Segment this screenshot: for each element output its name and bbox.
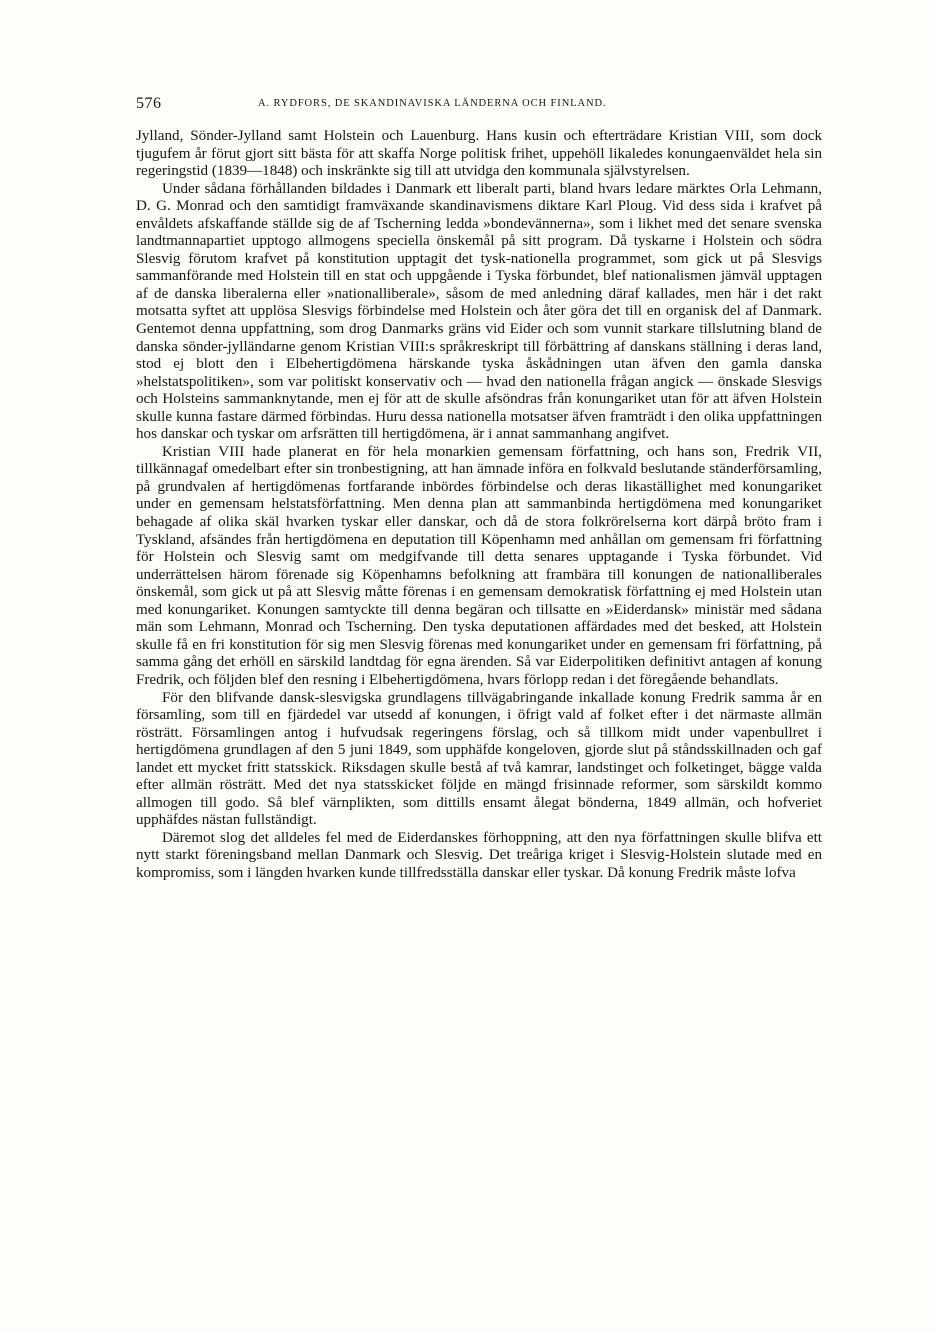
page-number: 576 (136, 95, 162, 112)
body-text (136, 128, 822, 883)
paragraph-constitution-1849: För den blifvande dansk-slesvigska grundlagens tillvägabringande inkallade konung Fredrik samma år en församling, som till en fjärdedel var utsedd af konungen, i öfrigt vald af folket efter i det närmaste allmän rösträtt. Församlingen antog i hufvudsak regeringens förslag, och så tillkom midt under vapenbullret i hertigdömena grundlagen af den 5 juni 1849, som upphäfde kongeloven, gjorde slut på ståndsskillnaden och gaf landet ett mycket fritt statsskick. Riksdagen skulle bestå af två kamrar, landstinget och folketinget, bägge valda efter allmän rösträtt. Med det nya statsskicket följde en mängd frisinnade reformer, som särskildt kommo allmogen till godo. Så blef värnplikten, som dittills ensamt ålegat bönderna, 1849 allmän, och hofveriet upphäfdes nästan fullständigt. (136, 689, 822, 829)
running-header (136, 94, 822, 114)
paragraph-eiderdanes: Däremot slog det alldeles fel med de Eiderdanskes förhoppning, att den nya författningen skulle blifva ett nytt starkt föreningsband mellan Danmark och Slesvig. Det treåriga kriget i Slesvig-Holstein slutade med en kompromiss, som i längden hvarken kunde tillfredsställa danskar eller tyskar. Då konung Fredrik måste lofva (136, 829, 822, 881)
running-title: A. RYDFORS, DE SKANDINAVISKA LÄNDERNA OCH FINLAND. (258, 98, 607, 109)
paragraph-kristian-viii: Kristian VIII hade planerat en för hela monarkien gemensam författning, och hans son, Fredrik VII, tillkännagaf omedelbart efter sin tronbestigning, att han ämnade införa en folkvald beslutande ständerförsamling, på grundvalen af hertigdömenas fortfarande inbördes förbindelse och deras likaställighet med konungariket under en gemensam helstatsförfattning. Men denna plan att sammanbinda hertigdömena med konungariket behagade af olika skäl hvarken tyskar eller danskar, och då de stora folkrörelserna kort därpå bröto fram i Tyskland, afsändes från hertigdömena en deputation till Köpenhamn med anhållan om gemensam fri författning för Holstein och Slesvig samt om medgifvande till detta senares upptagande i Tyska förbundet. Vid underrättelsen härom förenade sig Köpenhamns befolkning att frambära till konungen de nationalliberales önskemål, som gick ut på att Slesvig måtte förenas i en gemensam demokratisk författning ej med Holstein utan med konungariket. Konungen samtyckte till denna begäran och tillsatte en »Eiderdansk» ministär med sådana män som Lehmann, Monrad och Tscherning. Den tyska deputationen affärdades med det besked, att Holstein skulle få en fri konstitution för sig men Slesvig förenas med konungariket under en gemensam fri författning, på samma gång det erhöll en särskild landtdag för egna ärenden. Så var Eiderpolitiken definitivt antagen af konung Fredrik, och följden blef den resning i Elbehertigdömena, hvars förlopp redan i det föregående behandlats. (136, 443, 822, 688)
paragraph-continued: Jylland, Sönder-Jylland samt Holstein och Lauenburg. Hans kusin och efterträdare Kristian VIII, som dock tjugufem år förut gjort sitt bästa för att skaffa Norge politisk frihet, uppehöll likaledes konungaenväldet hela sin regeringstid (1839—1848) och inskränkte sig till att utvidga den kommunala självstyrelsen. (136, 128, 822, 180)
paragraph-liberal-party: Under sådana förhållanden bildades i Danmark ett liberalt parti, bland hvars ledare märktes Orla Lehmann, D. G. Monrad och den samtidigt framväxande skandinavismens diktare Karl Ploug. Vid dess sida i krafvet på envåldets afskaffande ställde sig de af Tscherning ledda »bondevännerna», som i likhet med det senare svenska landtmannapartiet upptogo allmogens speciella önskemål på sitt program. Då tyskarne i Holstein och södra Slesvig förutom krafvet på konstitution upptagit det tysk-nationella programmet, som gick ut på Slesvigs sammanförande med Holstein till en stat och uppgående i Tyska förbundet, blef nationalismen jämväl upptagen af de danska liberalerna eller »nationalliberale», såsom de med anledning däraf kallades, men här i det rakt motsatta syftet att upplösa Slesvigs förbindelse med Holstein och åter göra det till en organisk del af Danmark. Gentemot denna uppfattning, som drog Danmarks gräns vid Eider och som vunnit starkare tillslutning bland de danska sönder-jylländarne genom Kristian VIII:s språkreskript till förbättring af danskans ställning i deras land, stod ej blott den i Elbehertigdömena härskande tyska åskådningen utan äfven den gamla danska »helstatspolitiken», som var politiskt konservativ och — hvad den nationella frågan angick — önskade Slesvigs och Holsteins sammanknytande, men ej för att de skulle afsöndras från konungariket utan för att äfven Holstein skulle kunna fastare därmed förbindas. Huru dessa nationella motsatser äfven framträdt i den olika uppfattningen hos danskar och tyskar om arfsrätten till hertigdömena, är i annat sammanhang angifvet. (136, 180, 822, 443)
